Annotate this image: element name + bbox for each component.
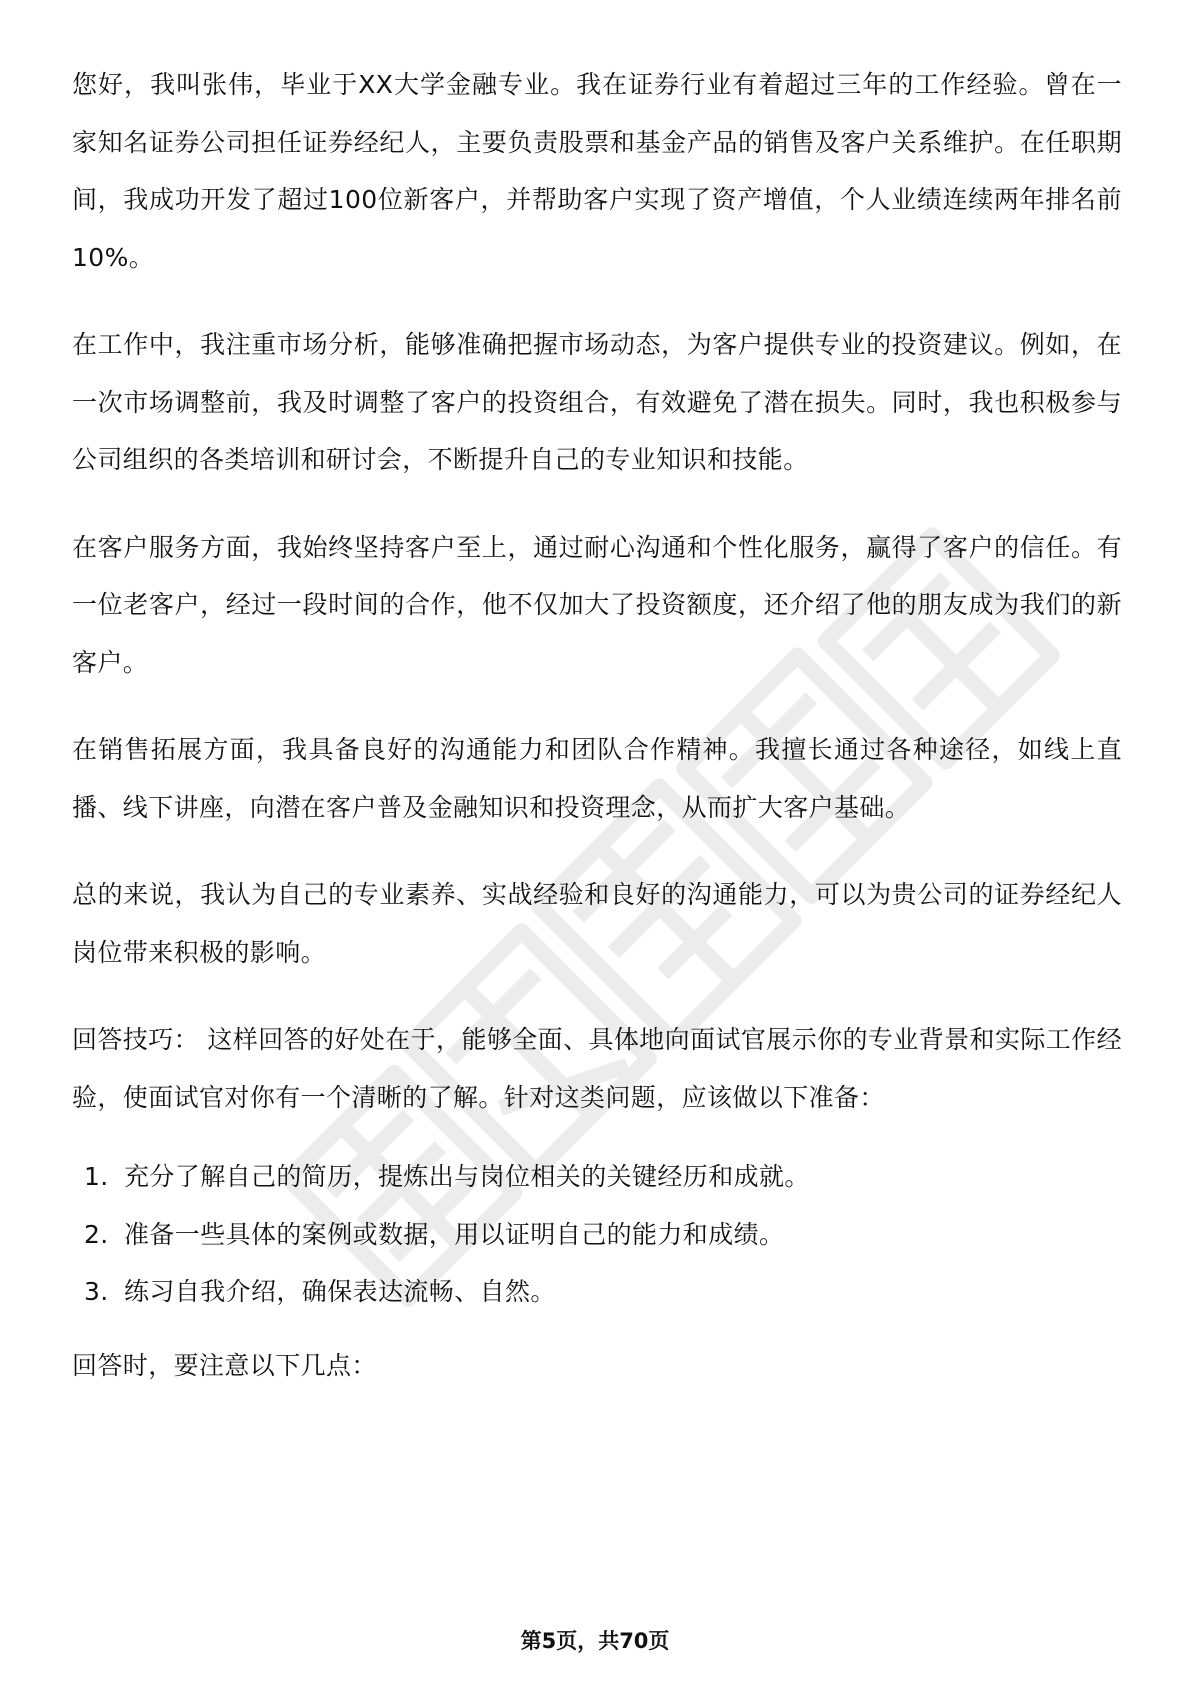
paragraph-sales: 在销售拓展方面，我具备良好的沟通能力和团队合作精神。我擅长通过各种途径，如线上直播、线下讲座，向潜在客户普及金融知识和投资理念，从而扩大客户基础。 bbox=[72, 735, 1122, 822]
preparation-list bbox=[72, 1148, 1122, 1321]
paragraph-summary: 总的来说，我认为自己的专业素养、实战经验和良好的沟通能力，可以为贵公司的证券经纪人岗位带来积极的影响。 bbox=[72, 880, 1122, 967]
list-item bbox=[72, 1148, 1122, 1206]
list-item-text: 充分了解自己的简历，提炼出与岗位相关的关键经历和成就。 bbox=[124, 1162, 810, 1191]
list-item-number: 3. bbox=[84, 1277, 109, 1306]
page-number-footer: 第5页，共70页 bbox=[520, 1629, 670, 1653]
paragraph-tips: 回答技巧： 这样回答的好处在于，能够全面、具体地向面试官展示你的专业背景和实际工作经验，使面试官对你有一个清晰的了解。针对这类问题，应该做以下准备： bbox=[72, 1025, 1122, 1112]
list-item bbox=[72, 1206, 1122, 1264]
list-item bbox=[72, 1263, 1122, 1321]
paragraph-closing: 回答时，要注意以下几点： bbox=[72, 1350, 377, 1380]
list-item-number: 1. bbox=[84, 1162, 109, 1191]
list-item-text: 练习自我介绍，确保表达流畅、自然。 bbox=[124, 1277, 556, 1306]
document-body bbox=[72, 56, 1122, 1424]
list-item-text: 准备一些具体的案例或数据，用以证明自己的能力和成绩。 bbox=[124, 1219, 785, 1249]
list-item-number: 2. bbox=[84, 1219, 109, 1249]
paragraph-work: 在工作中，我注重市场分析，能够准确把握市场动态，为客户提供专业的投资建议。例如，在一次市场调整前，我及时调整了客户的投资组合，有效避免了潜在损失。同时，我也积极参与公司组织的各类培训和研讨会，不断提升自己的专业知识和技能。 bbox=[72, 330, 1122, 474]
paragraph-intro: 您好，我叫张伟，毕业于XX大学金融专业。我在证券行业有着超过三年的工作经验。曾在一家知名证券公司担任证券经纪人，主要负责股票和基金产品的销售及客户关系维护。在任职期间，我成功开发了超过100位新客户，并帮助客户实现了资产增值，个人业绩连续两年排名前10%。 bbox=[72, 70, 1122, 272]
paragraph-service: 在客户服务方面，我始终坚持客户至上，通过耐心沟通和个性化服务，赢得了客户的信任。有一位老客户，经过一段时间的合作，他不仅加大了投资额度，还介绍了他的朋友成为我们的新客户。 bbox=[72, 532, 1122, 677]
